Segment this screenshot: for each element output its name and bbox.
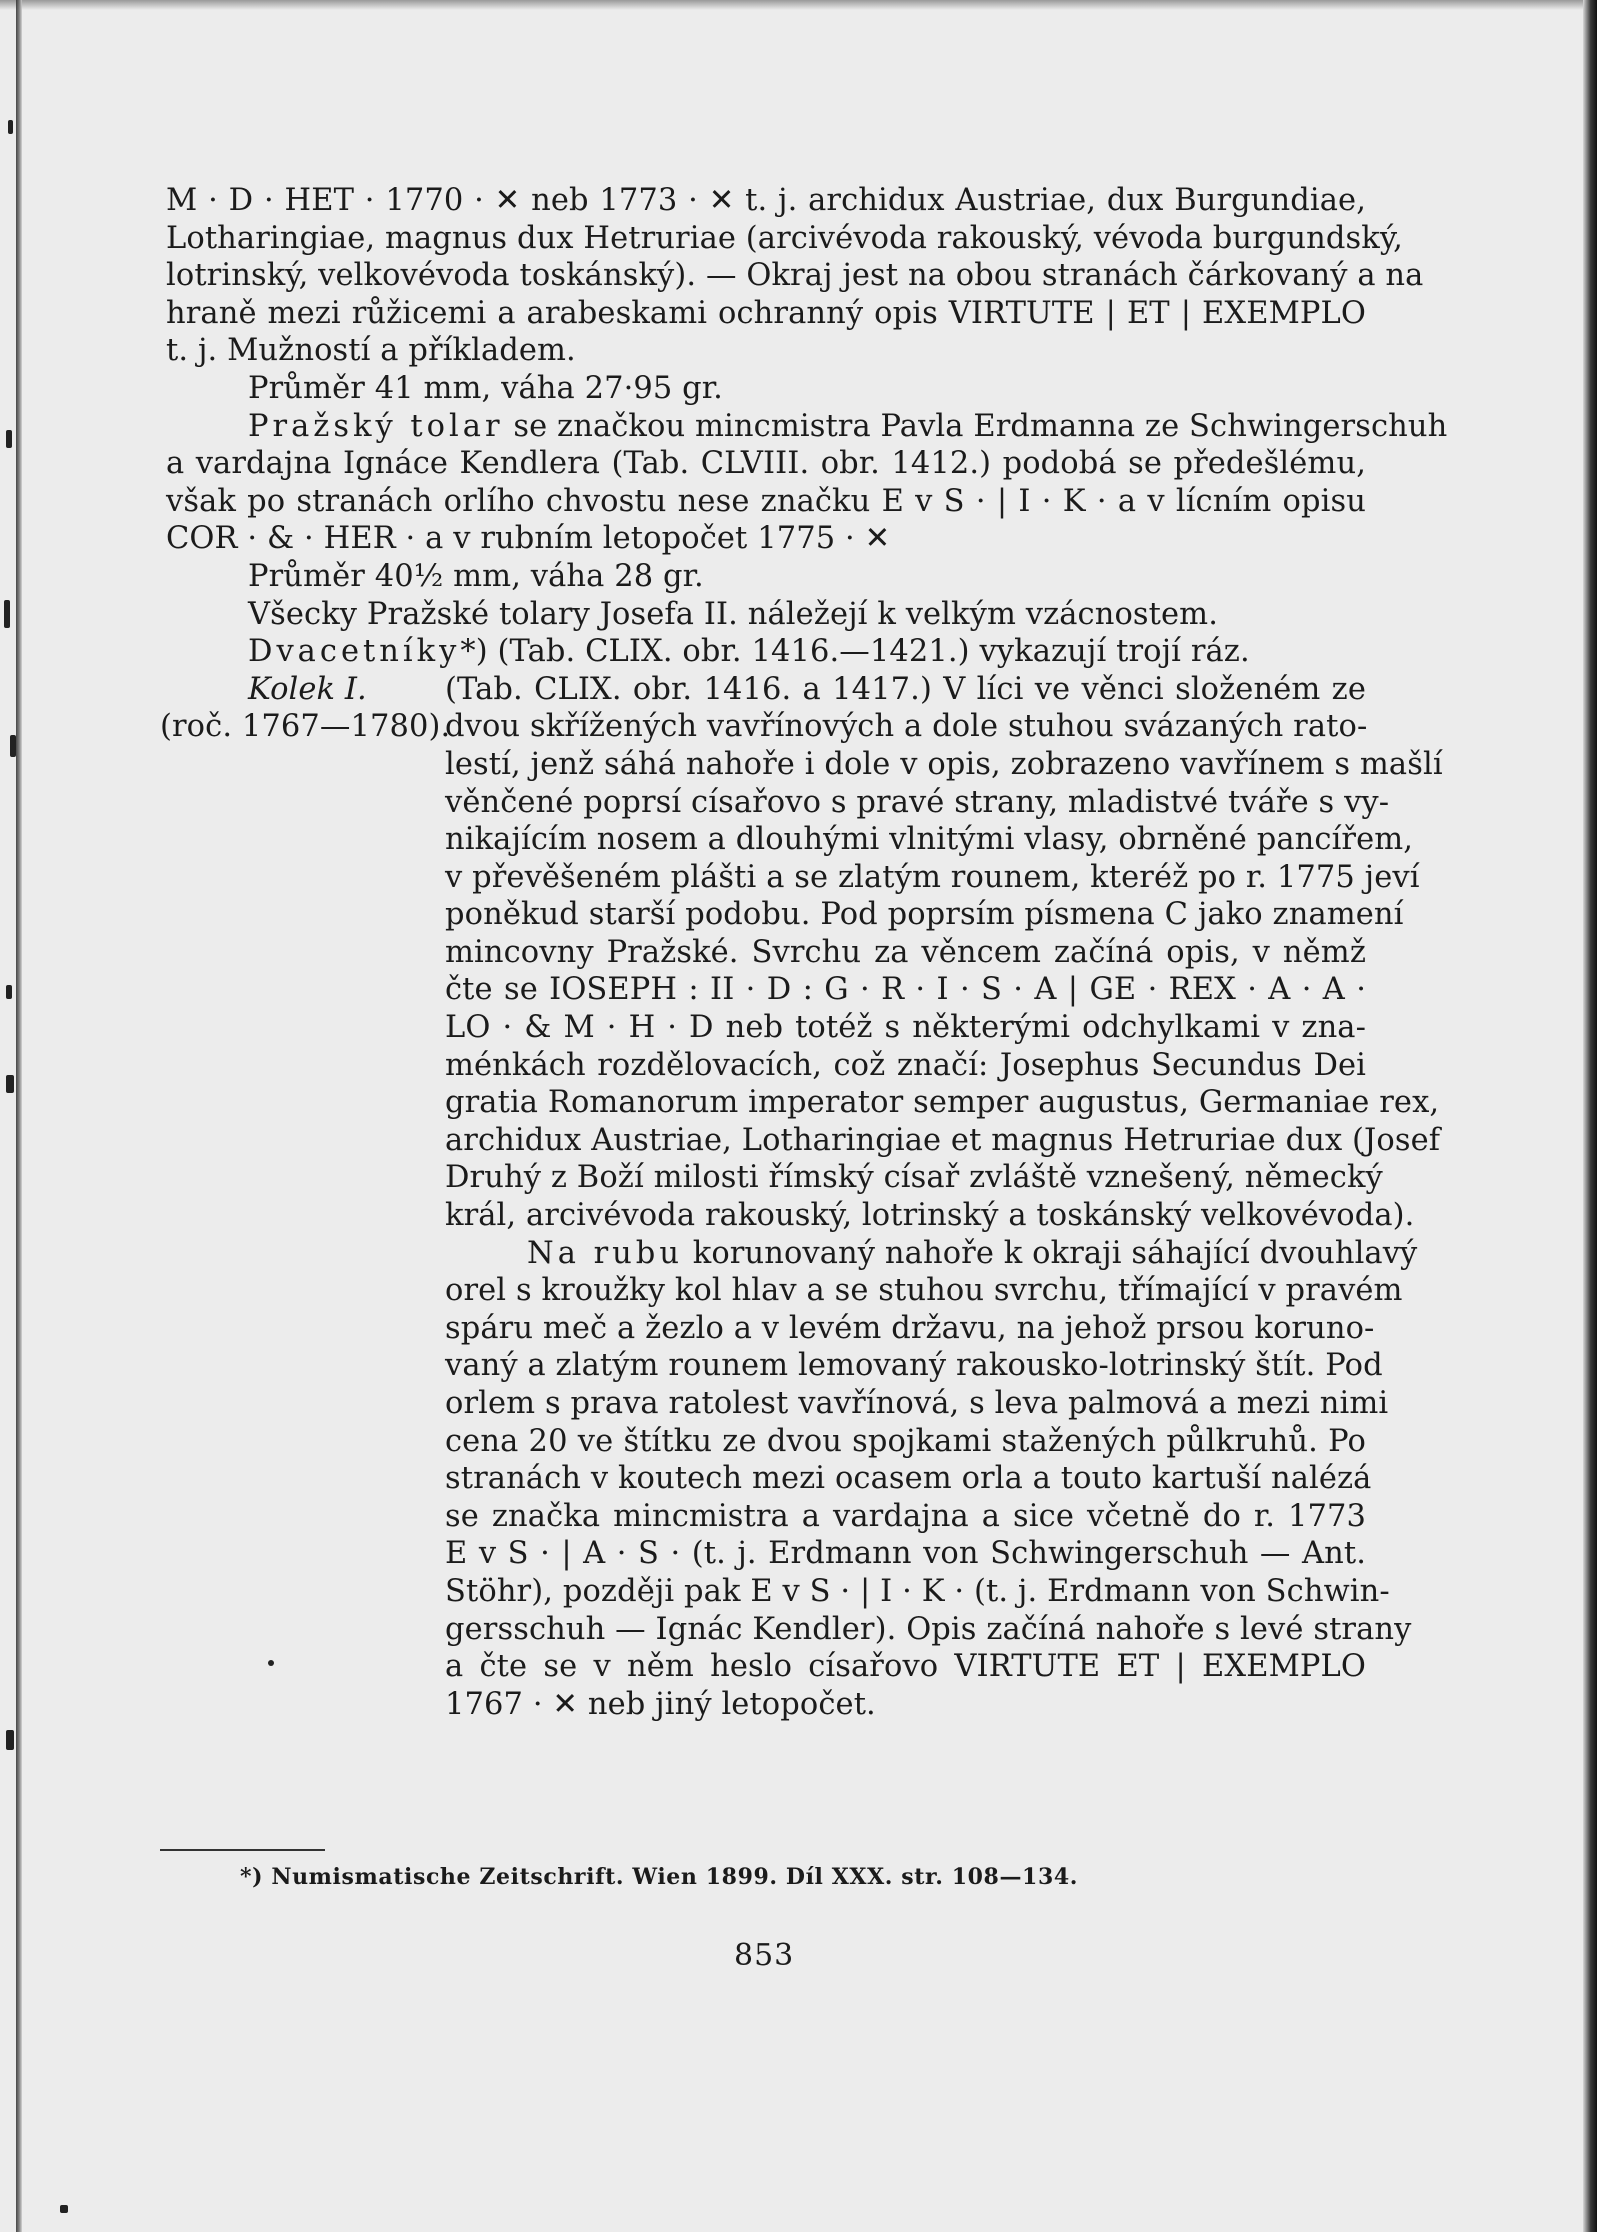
paragraph-text: korunovaný nahoře k okraji sáhající dvouhlavý (682, 1235, 1418, 1271)
footnote: *) Numismatische Zeitschrift. Wien 1899. Díl XXX. str. 108—134. (240, 1864, 1079, 1890)
text-line: t. j. Mužností a příkladem. (166, 333, 576, 369)
text-line: gersschuh — Ignác Kendler). Opis začíná nahoře s levé strany (445, 1611, 1412, 1647)
text-line: LO · & M · H · D neb totéž s některými odchylkami v zna- (445, 1010, 1366, 1046)
kolek-row (160, 708, 1368, 746)
paragraph-first-line (166, 408, 1448, 446)
page-right-edge (1583, 0, 1597, 2232)
scan-speck (4, 600, 10, 628)
page-number: 853 (734, 1938, 795, 1973)
text-line: stranách v koutech mezi ocasem orla a touto kartuší nalézá (445, 1461, 1372, 1497)
text-line: lestí, jenž sáhá nahoře i dole v opis, zobrazeno vavřínem s mašlí (445, 746, 1443, 782)
main-text (160, 182, 1448, 1723)
text-line: cena 20 ve štítku ze dvou spojkami stažených půlkruhů. Po (445, 1423, 1366, 1459)
text-line: poněkud starší podobu. Pod poprsím písmena C jako znamení (445, 897, 1404, 933)
text-line: král, arcivévoda rakouský, lotrinský a toskánský velkovévoda). (445, 1198, 1415, 1234)
scan-speck (6, 985, 12, 999)
text-line: lotrinský, velkovévoda toskánský). — Okraj jest na obou stranách čárkovaný a na (166, 258, 1424, 294)
text-line: orlem s prava ratolest vavřínová, s leva palmová a mezi nimi (445, 1386, 1389, 1421)
text-line: hraně mezi růžicemi a arabeskami ochranný opis VIRTUTE | ET | EXEMPLO (166, 295, 1366, 331)
text-line: orel s kroužky kol hlav a se stuhou svrchu, třímající v pravém (445, 1273, 1403, 1309)
scan-speck (60, 2205, 68, 2213)
note-line: Všecky Pražské tolary Josefa II. náležejí k velkým vzácnostem. (248, 596, 1219, 632)
text-line: však po stranách orlího chvostu nese značku E v S · | I · K · a v lícním opisu (166, 483, 1366, 519)
text-line: Druhý z Boží milosti římský císař zvláště vznešený, německý (445, 1160, 1383, 1196)
measurement-line: Průměr 40½ mm, váha 28 gr. (248, 558, 704, 594)
paragraph-first-line (445, 1235, 1418, 1273)
text-line: v převěšeném plášti a se zlatým rounem, kteréž po r. 1775 jeví (445, 859, 1420, 895)
side-heading: Kolek I. (248, 671, 367, 707)
text-line: COR · & · HER · a v rubním letopočet 1775 · ✕ (166, 521, 891, 557)
text-line: spáru meč a žezlo a v levém državu, na jehož prsou koruno- (445, 1310, 1375, 1346)
text-line: gratia Romanorum imperator semper augustus, Germaniae rex, (445, 1085, 1440, 1121)
text-line: se značka mincmistra a vardajna a sice včetně do r. 1773 (445, 1498, 1366, 1534)
text-line: věnčené poprsí císařovo s pravé strany, mladistvé tváře s vy- (445, 784, 1390, 820)
paragraph-heading: Dvacetníky (248, 634, 461, 670)
text-line: M · D · HET · 1770 · ✕ neb 1773 · ✕ t. j. archidux Austriae, dux Burgundiae, (166, 183, 1366, 218)
text-line: 1767 · ✕ neb jiný letopočet. (445, 1686, 876, 1722)
side-years: (roč. 1767—1780). (160, 709, 451, 745)
text-line: Stöhr), později pak E v S · | I · K · (t. j. Erdmann von Schwin- (445, 1573, 1390, 1609)
text-line: ménkách rozdělovacích, což značí: Josephus Secundus Dei (445, 1047, 1366, 1083)
measurement-line: Průměr 41 mm, váha 27·95 gr. (248, 370, 723, 406)
paragraph-text: *) (Tab. CLIX. obr. 1416.—1421.) vykazují trojí ráz. (460, 634, 1250, 670)
paragraph-first-line (166, 633, 1366, 671)
text-line: nikajícím nosem a dlouhými vlnitými vlasy, obrněné pancířem, (445, 822, 1414, 858)
scan-speck (10, 735, 16, 757)
scan-speck (6, 430, 12, 448)
text-line: dvou skřížených vavřínových a dole stuhou svázaných rato- (445, 709, 1368, 745)
text-line: a čte se v něm heslo císařovo VIRTUTE ET | EXEMPLO (445, 1649, 1366, 1685)
binding-edge (16, 0, 22, 2232)
scan-speck (8, 120, 13, 134)
text-line: mincovny Pražské. Svrchu za věncem začíná opis, v němž (445, 934, 1366, 970)
paragraph-heading: Pražský tolar (248, 408, 504, 444)
text-line: archidux Austriae, Lotharingiae et magnus Hetruriae dux (Josef (445, 1122, 1441, 1158)
text-line: a vardajna Ignáce Kendlera (Tab. CLVIII. obr. 1412.) podobá se předešlému, (166, 446, 1366, 482)
kolek-row (166, 671, 1366, 709)
paragraph-text: se značkou mincmistra Pavla Erdmanna ze Schwingerschuh (503, 408, 1448, 444)
paragraph-heading: Na rubu (527, 1235, 683, 1271)
text-line: E v S · | A · S · (t. j. Erdmann von Schwingerschuh — Ant. (445, 1536, 1366, 1572)
footnote-divider (160, 1849, 325, 1851)
text-line: čte se IOSEPH : II · D : G · R · I · S · A | GE · REX · A · A · (445, 972, 1366, 1008)
text-line: vaný a zlatým rounem lemovaný rakousko-lotrinský štít. Pod (445, 1348, 1383, 1384)
page-top-shadow (0, 0, 1597, 10)
text-line: Lotharingiae, magnus dux Hetruriae (arcivévoda rakouský, vévoda burgundský, (166, 220, 1403, 256)
scan-speck (6, 1075, 14, 1093)
text-line: (Tab. CLIX. obr. 1416. a 1417.) V líci ve věnci složeném ze (445, 671, 1366, 707)
scan-speck (6, 1730, 14, 1750)
